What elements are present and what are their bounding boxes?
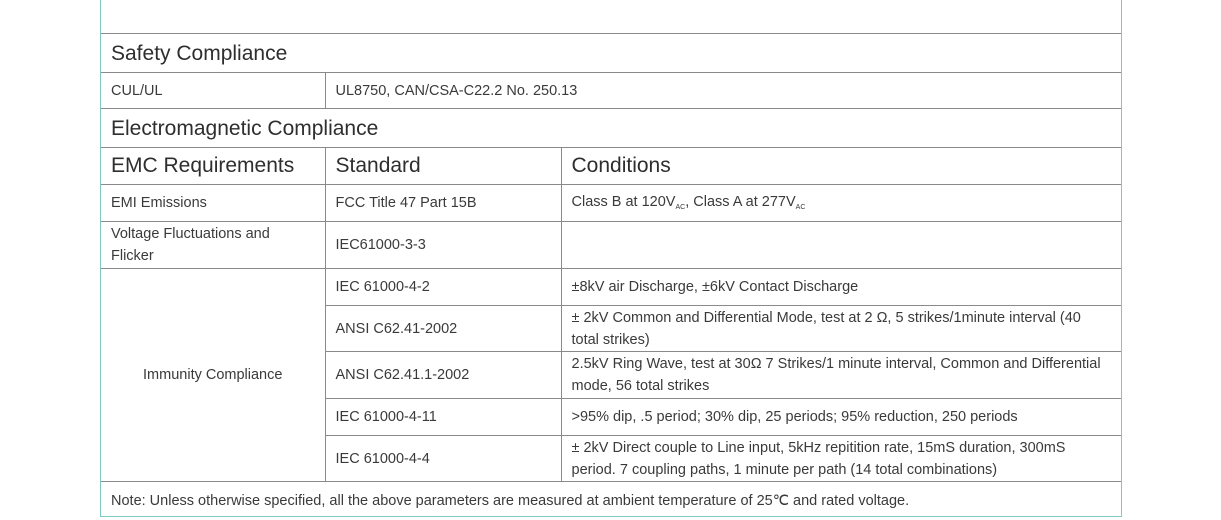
- flicker-standard: IEC61000-3-3: [325, 222, 561, 269]
- spec-table: [101, 0, 1121, 520]
- emi-condition: [561, 185, 1121, 222]
- safety-value: UL8750, CAN/CSA-C22.2 No. 250.13: [325, 73, 1121, 109]
- emi-requirement: EMI Emissions: [101, 185, 325, 222]
- emi-condition-b: Class A at 277V: [693, 193, 796, 210]
- emi-condition-separator: ,: [685, 193, 694, 210]
- immunity-standard: IEC 61000-4-11: [325, 399, 561, 436]
- flicker-condition: [561, 222, 1121, 269]
- emc-header-row: [101, 148, 1121, 185]
- column-header-conditions: Conditions: [561, 148, 1121, 185]
- note-row: [101, 482, 1121, 520]
- emi-condition-a: Class B at 120V: [571, 193, 676, 210]
- emi-row: [101, 185, 1121, 222]
- immunity-condition: ± 2kV Direct couple to Line input, 5kHz repitition rate, 15mS duration, 300mS period. 7 coupling paths, 1 minute per path (14 total combinations): [561, 436, 1121, 482]
- immunity-standard: ANSI C62.41.1-2002: [325, 352, 561, 399]
- safety-title-row: [101, 34, 1121, 73]
- immunity-condition: 2.5kV Ring Wave, test at 30Ω 7 Strikes/1 minute interval, Common and Differential mode, 56 total strikes: [561, 352, 1121, 399]
- immunity-requirement: Immunity Compliance: [101, 269, 325, 482]
- emi-standard: FCC Title 47 Part 15B: [325, 185, 561, 222]
- immunity-standard: IEC 61000-4-4: [325, 436, 561, 482]
- immunity-condition: ±8kV air Discharge, ±6kV Contact Discharge: [561, 269, 1121, 306]
- flicker-row: [101, 222, 1121, 269]
- emc-section-title: Electromagnetic Compliance: [101, 109, 1121, 148]
- top-spacer-row: [101, 0, 1121, 34]
- emc-title-row: [101, 109, 1121, 148]
- safety-label: CUL/UL: [101, 73, 325, 109]
- safety-section-title: Safety Compliance: [101, 34, 1121, 73]
- immunity-condition: >95% dip, .5 period; 30% dip, 25 periods; 95% reduction, 250 periods: [561, 399, 1121, 436]
- footnote: Note: Unless otherwise specified, all the above parameters are measured at ambient temperature of 25℃ and rated voltage.: [101, 482, 1121, 520]
- immunity-standard: ANSI C62.41-2002: [325, 306, 561, 352]
- column-header-standard: Standard: [325, 148, 561, 185]
- immunity-standard: IEC 61000-4-2: [325, 269, 561, 306]
- immunity-row: [101, 269, 1121, 306]
- emi-condition-b-subscript: AC: [795, 203, 806, 211]
- flicker-requirement: Voltage Fluctuations and Flicker: [101, 222, 325, 269]
- column-header-requirements: EMC Requirements: [101, 148, 325, 185]
- safety-row: [101, 73, 1121, 109]
- emi-condition-a-subscript: AC: [675, 203, 686, 211]
- immunity-condition: ± 2kV Common and Differential Mode, test at 2 Ω, 5 strikes/1minute interval (40 total strikes): [561, 306, 1121, 352]
